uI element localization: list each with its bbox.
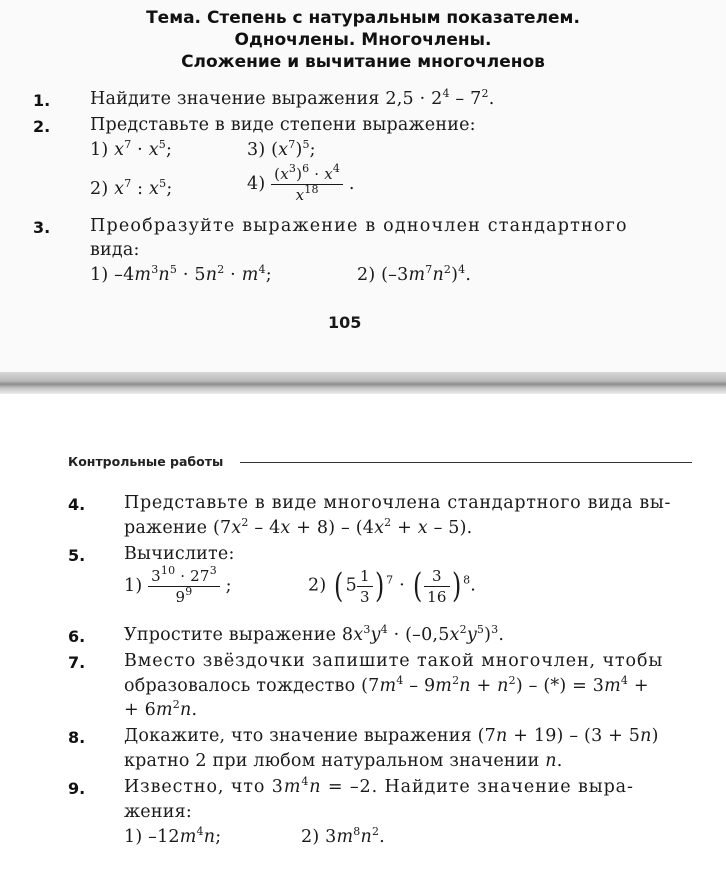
task-8-text-line-1: Докажите, что значение выражения (7n + 19) – (3 + 5n): [124, 726, 659, 746]
task-5-number: 5.: [68, 546, 86, 565]
task-9-item-1: 1) $-12m^4n$;: [124, 825, 222, 847]
task-2-item-2: 2) $x^7$ : $x^5$;: [90, 177, 173, 199]
task-7-number: 7.: [68, 653, 86, 672]
task-8-text-line-2: кратно 2 при любом натуральном значении n.: [124, 751, 563, 771]
task-2-item-3: 3) $(x^7)^5$;: [247, 138, 316, 160]
topic-title-line-1: [0, 8, 726, 28]
header-rule: [240, 462, 692, 463]
running-header: Контрольные работы: [68, 454, 224, 469]
page-number: 105: [328, 313, 362, 332]
page-105: [0, 0, 726, 372]
task-6-number: 6.: [68, 627, 86, 646]
page-separator: [0, 372, 726, 394]
task-4-number: 4.: [68, 495, 86, 514]
task-6-text: Упростите выражение $8x^3y^4 \cdot (-0,5x^2y^5)^3$.: [124, 623, 505, 645]
task-3-text-line-2: вида:: [90, 240, 140, 260]
task-5-item-1: 1) $\frac{3^{10} \cdot 27^3}{9^9}$ ;: [124, 564, 232, 606]
task-7-text-line-3: + $6m^2n$.: [124, 698, 198, 720]
task-2-item-1: 1) $x^7 \cdot x^5$;: [90, 138, 173, 160]
topic-lead: Тема.: [146, 8, 202, 28]
task-3-text-line-1: Преобразуйте выражение в одночлен стандартного: [90, 216, 628, 236]
topic-title-rest: Степень с натуральным показателем.: [206, 8, 580, 28]
task-9-item-2: 2) $3m^8n^2$.: [301, 825, 385, 847]
task-8-number: 8.: [68, 728, 86, 747]
task-1-number: 1.: [33, 91, 51, 110]
task-7-text-line-2: образовалось тождество $(7m^4 - 9m^2n + n^2)$ – (*) = $3m^4$ +: [124, 674, 649, 696]
topic-title-line-3: Сложение и вычитание многочленов: [181, 52, 545, 72]
task-2-item-4: 4) $\frac{(x^3)^6 \cdot x^4}{x^{18}}$ .: [247, 162, 355, 204]
task-4-text-line-1: Представьте в виде многочлена стандартного вида вы-: [124, 493, 672, 513]
task-7-text-line-1: Вместо звёздочки запишите такой многочлен, чтобы: [124, 651, 664, 671]
task-2-number: 2.: [33, 117, 51, 136]
task-9-number: 9.: [68, 779, 86, 798]
task-3-item-2: 2) $(-3m^7n^2)^4$.: [357, 263, 472, 285]
task-3-item-1: 1) $-4m^3n^5 \cdot 5n^2 \cdot m^4$;: [90, 263, 272, 285]
task-1-text: Найдите значение выражения $2,5 \cdot 2^4 - 7^2$.: [90, 87, 495, 109]
task-9-text-line-2: жения:: [124, 802, 192, 822]
page-106: [0, 394, 726, 885]
task-3-number: 3.: [33, 218, 51, 237]
task-5-item-2: 2) ( 5 $\frac{1}{3}$ ) $^7$ · ( $\frac{3}{16}$ ) $^8$.: [308, 566, 477, 606]
task-4-text-line-2: ражение $(7x^2 - 4x + 8) - (4x^2 + x - 5)$.: [124, 516, 473, 538]
task-9-text-line-1: Известно, что $3m^4n = -2$. Найдите значение выра-: [124, 775, 634, 797]
task-2-text: Представьте в виде степени выражение:: [90, 115, 476, 135]
topic-title-line-2: Одночлены. Многочлены.: [234, 30, 492, 50]
task-5-text: Вычислите:: [124, 544, 235, 564]
